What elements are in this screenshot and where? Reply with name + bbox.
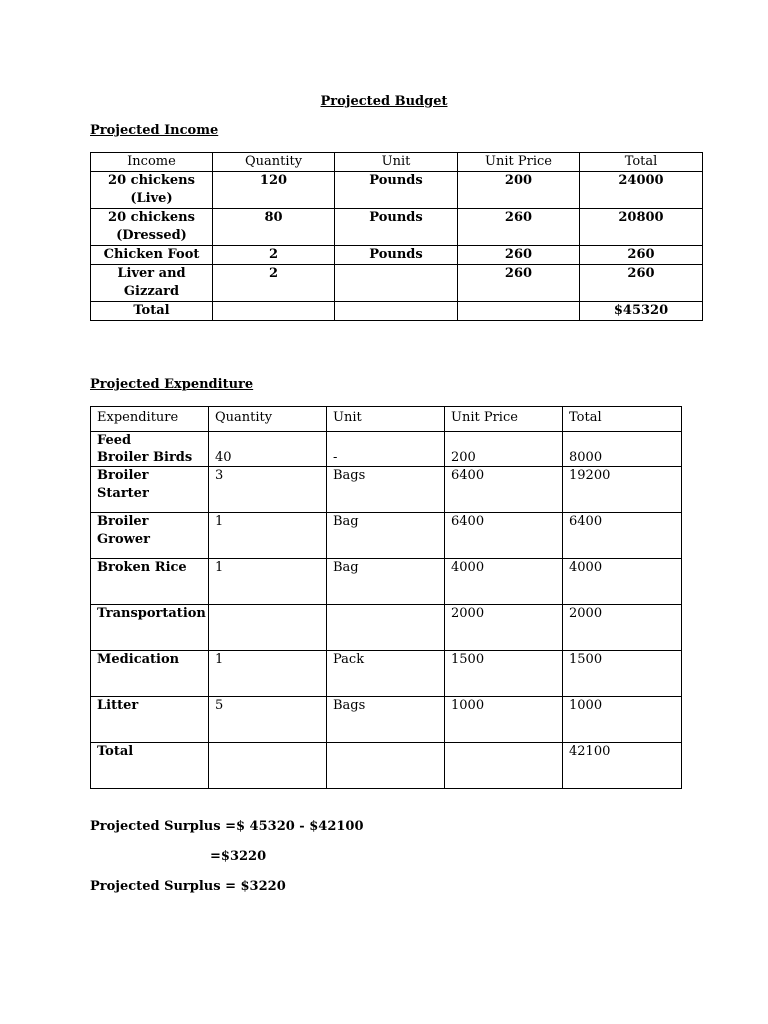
expenditure-total-row: [91, 743, 682, 789]
table-cell: Total: [91, 743, 209, 789]
table-cell: [213, 302, 335, 321]
table-cell: 20 chickens (Dressed): [91, 209, 213, 246]
table-cell: 6400: [445, 513, 563, 559]
table-cell: [445, 743, 563, 789]
table-cell: Chicken Foot: [91, 246, 213, 265]
table-cell: 40: [209, 432, 327, 467]
table-cell: 20800: [580, 209, 703, 246]
table-cell: [327, 605, 445, 651]
table-cell: 3: [209, 467, 327, 513]
expenditure-table: [90, 406, 682, 789]
surplus-summary: Projected Surplus = $3220: [90, 879, 286, 894]
table-cell: 200: [458, 172, 580, 209]
total-col-header: Total: [580, 153, 703, 172]
table-cell: Litter: [91, 697, 209, 743]
table-cell: 2: [213, 265, 335, 302]
table-row: [91, 209, 703, 246]
expenditure-col-header: Expenditure: [91, 407, 209, 432]
table-cell: Bag: [327, 559, 445, 605]
table-row: [91, 172, 703, 209]
income-header-row: [91, 153, 703, 172]
table-cell: 1: [209, 651, 327, 697]
table-cell: 260: [458, 246, 580, 265]
table-cell: [335, 265, 458, 302]
table-cell: Medication: [91, 651, 209, 697]
table-cell: [458, 302, 580, 321]
table-cell: 260: [580, 265, 703, 302]
table-cell: 8000: [563, 432, 682, 467]
table-cell: 6400: [563, 513, 682, 559]
income-heading: Projected Income: [90, 123, 219, 138]
table-cell: 80: [213, 209, 335, 246]
table-cell: Broiler Grower: [91, 513, 209, 559]
table-row: [91, 467, 682, 513]
table-cell: 260: [458, 265, 580, 302]
table-cell: Transportation: [91, 605, 209, 651]
table-cell: Pounds: [335, 209, 458, 246]
table-cell: 24000: [580, 172, 703, 209]
unit-price-col-header: Unit Price: [458, 153, 580, 172]
table-cell: 4000: [563, 559, 682, 605]
quantity-col-header: Quantity: [213, 153, 335, 172]
table-cell: [209, 743, 327, 789]
table-row: [91, 265, 703, 302]
table-cell: 260: [458, 209, 580, 246]
table-cell: 19200: [563, 467, 682, 513]
surplus-result: =$3220: [210, 849, 267, 864]
table-cell: 1500: [563, 651, 682, 697]
table-cell: Pounds: [335, 172, 458, 209]
unit-col-header: Unit: [335, 153, 458, 172]
table-row: [91, 605, 682, 651]
table-cell: 2: [213, 246, 335, 265]
table-cell: [335, 302, 458, 321]
table-cell: 6400: [445, 467, 563, 513]
surplus-calculation: Projected Surplus =$ 45320 - $42100: [90, 819, 364, 834]
table-cell: [91, 432, 209, 467]
expenditure-heading: Projected Expenditure: [90, 377, 254, 392]
total-col-header: Total: [563, 407, 682, 432]
table-cell: 200: [445, 432, 563, 467]
table-row: [91, 432, 682, 467]
quantity-col-header: Quantity: [209, 407, 327, 432]
table-row: [91, 513, 682, 559]
table-cell: [209, 605, 327, 651]
table-cell: Broiler Starter: [91, 467, 209, 513]
table-cell: -: [327, 432, 445, 467]
table-cell: 120: [213, 172, 335, 209]
income-table: [90, 152, 703, 321]
table-cell: 2000: [563, 605, 682, 651]
income-total-row: [91, 302, 703, 321]
table-cell: $45320: [580, 302, 703, 321]
table-row: [91, 651, 682, 697]
unit-price-col-header: Unit Price: [445, 407, 563, 432]
table-cell: 1000: [563, 697, 682, 743]
table-cell: Pounds: [335, 246, 458, 265]
table-cell: Pack: [327, 651, 445, 697]
feed-label: Feed: [97, 433, 132, 448]
table-cell: 42100: [563, 743, 682, 789]
table-row: [91, 697, 682, 743]
table-cell: [327, 743, 445, 789]
table-cell: Broken Rice: [91, 559, 209, 605]
table-cell: Bags: [327, 697, 445, 743]
table-cell: 2000: [445, 605, 563, 651]
table-cell: 1000: [445, 697, 563, 743]
table-row: [91, 559, 682, 605]
table-cell: Liver and Gizzard: [91, 265, 213, 302]
table-cell: 1500: [445, 651, 563, 697]
income-col-header: Income: [91, 153, 213, 172]
unit-col-header: Unit: [327, 407, 445, 432]
table-cell: 5: [209, 697, 327, 743]
expenditure-header-row: [91, 407, 682, 432]
table-row: [91, 246, 703, 265]
table-cell: 20 chickens (Live): [91, 172, 213, 209]
document-title: Projected Budget: [320, 94, 448, 109]
table-cell: 4000: [445, 559, 563, 605]
table-cell: 260: [580, 246, 703, 265]
table-cell: 1: [209, 513, 327, 559]
table-cell: Bag: [327, 513, 445, 559]
table-cell: Total: [91, 302, 213, 321]
table-cell: 1: [209, 559, 327, 605]
broiler-birds-label: Broiler Birds: [97, 450, 193, 465]
table-cell: Bags: [327, 467, 445, 513]
